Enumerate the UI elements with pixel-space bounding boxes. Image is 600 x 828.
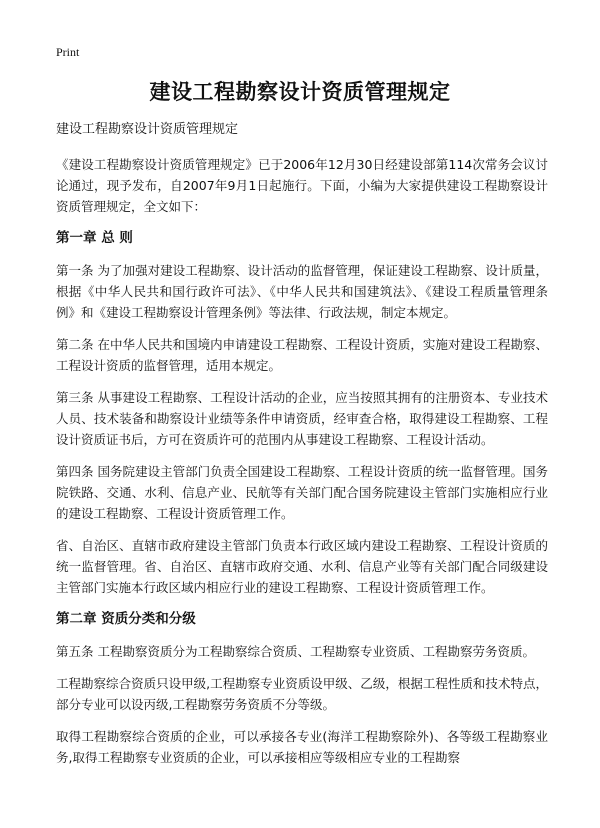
article-2: 第二条 在中华人民共和国境内申请建设工程勘察、工程设计资质，实施对建设工程勘察、工程设计资质的监督管理，适用本规定。	[56, 337, 548, 373]
article-4: 第四条 国务院建设主管部门负责全国建设工程勘察、工程设计资质的统一监督管理。国务院铁路、交通、水利、信息产业、民航等有关部门配合国务院建设主管部门实施相应行业的建设工程勘察、工程设计资质管理工作。	[56, 464, 548, 521]
article-5: 第五条 工程勘察资质分为工程勘察综合资质、工程勘察专业资质、工程勘察劳务资质。	[56, 644, 535, 659]
article-1: 第一条 为了加强对建设工程勘察、设计活动的监督管理，保证建设工程勘察、设计质量，根据《中华人民共和国行政许可法》、《中华人民共和国建筑法》、《建设工程质量管理条例》和《建设工程勘察设计管理条例》等法律、行政法规，制定本规定。	[56, 263, 548, 320]
page-title: 建设工程勘察设计资质管理规定	[149, 80, 451, 104]
print-link[interactable]: Print	[56, 45, 80, 59]
article-5-scope: 取得工程勘察综合资质的企业，可以承接各专业(海洋工程勘察除外)、各等级工程勘察业务,取得工程勘察专业资质的企业，可以承接相应等级相应专业的工程勘察	[56, 729, 548, 765]
article-4-continued: 省、自治区、直辖市政府建设主管部门负责本行政区域内建设工程勘察、工程设计资质的统一监督管理。省、自治区、直辖市政府交通、水利、信息产业等有关部门配合同级建设主管部门实施本行政区域内相应行业的建设工程勘察、工程设计资质管理工作。	[56, 538, 548, 595]
article-3: 第三条 从事建设工程勘察、工程设计活动的企业，应当按照其拥有的注册资本、专业技术人员、技术装备和勘察设计业绩等条件申请资质，经审查合格，取得建设工程勘察、工程设计资质证书后，方可在资质许可的范围内从事建设工程勘察、工程设计活动。	[56, 390, 548, 447]
document-subtitle: 建设工程勘察设计资质管理规定	[56, 122, 239, 137]
intro-paragraph: 《建设工程勘察设计资质管理规定》已于2006年12月30日经建设部第114次常务会议讨论通过，现予发布，自2007年9月1日起施行。下面，小编为大家提供建设工程勘察设计资质管理规定，全文如下：	[56, 157, 548, 214]
chapter-1-heading: 第一章 总 则	[56, 230, 133, 246]
chapter-2-heading: 第二章 资质分类和分级	[56, 611, 196, 627]
document-body	[56, 120, 548, 779]
article-5-detail: 工程勘察综合资质只设甲级,工程勘察专业资质设甲级、乙级，根据工程性质和技术特点，部分专业可以设丙级,工程勘察劳务资质不分等级。	[56, 676, 548, 712]
